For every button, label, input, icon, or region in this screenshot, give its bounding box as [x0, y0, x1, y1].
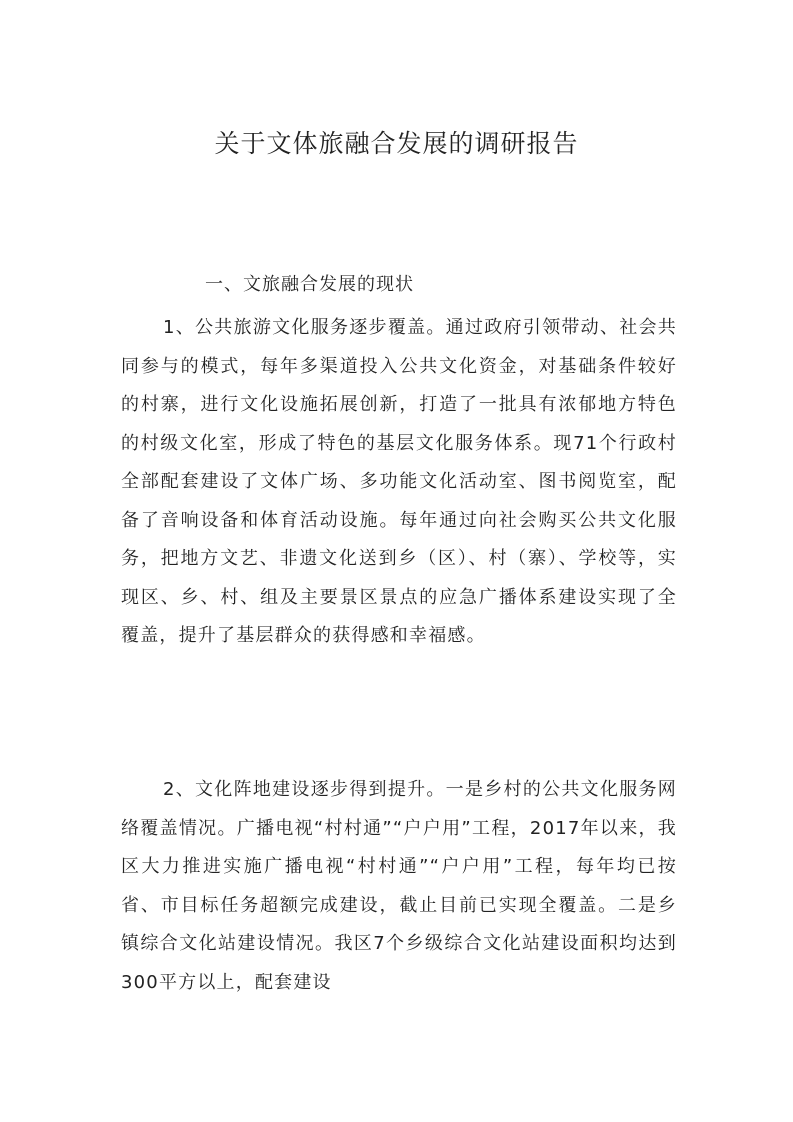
section-heading: 一、文旅融合发展的现状 — [205, 274, 414, 295]
body-paragraph: 1、公共旅游文化服务逐步覆盖。通过政府引领带动、社会共同参与的模式，每年多渠道投入公共文化资金，对基础条件较好的村寨，进行文化设施拓展创新，打造了一批具有浓郁地方特色的村级文化室，形成了特色的基层文化服务体系。现71个行政村全部配套建设了文体广场、多功能文化活动室、图书阅览室，配备了音响设备和体育活动设施。每年通过向社会购买公共文化服务，把地方文艺、非遗文化送到乡（区）、村（寨）、学校等，实现区、乡、村、组及主要景区景点的应急广播体系建设实现了全覆盖，提升了基层群众的获得感和幸福感。 — [121, 317, 677, 646]
body-paragraph: 2、文化阵地建设逐步得到提升。一是乡村的公共文化服务网络覆盖情况。广播电视“村村通”“户户用”工程，2017年以来，我区大力推进实施广播电视“村村通”“户户用”工程，每年均已按省、市目标任务超额完成建设，截止目前已实现全覆盖。二是乡镇综合文化站建设情况。我区7个乡级综合文化站建设面积均达到300平方以上，配套建设 — [121, 779, 677, 993]
document-title: 关于文体旅融合发展的调研报告 — [214, 129, 579, 158]
